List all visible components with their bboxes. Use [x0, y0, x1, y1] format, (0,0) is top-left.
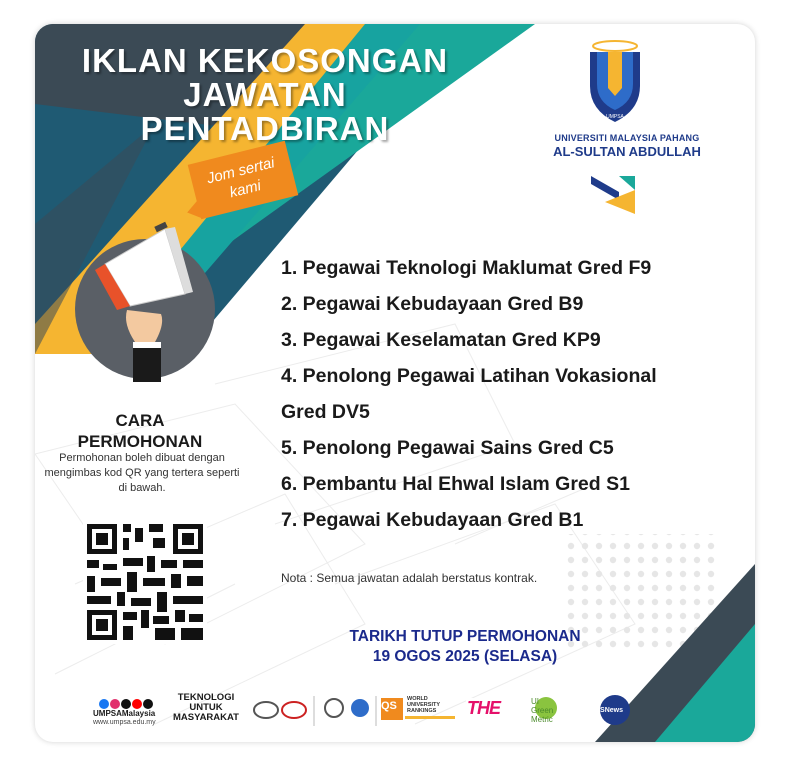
greenmetric-line-1: UI — [531, 697, 539, 706]
contract-note: Nota : Semua jawatan adalah berstatus kontrak. — [281, 571, 538, 585]
university-name-line-1: UNIVERSITI MALAYSIA PAHANG — [554, 133, 700, 143]
svg-text:UMPSA: UMPSA — [606, 114, 624, 120]
job-item: 3. Pegawai Keselamatan Gred KP9 — [281, 329, 601, 351]
qs-text-line-1: WORLD — [407, 696, 428, 702]
job-list — [281, 250, 741, 538]
slogan — [169, 693, 243, 723]
closing-date-label: TARIKH TUTUP PERMOHONAN — [349, 628, 581, 645]
umpsa-shield-icon — [590, 41, 640, 122]
the-rankings-logo: THE — [467, 698, 500, 718]
title-line-1: IKLAN KEKOSONGAN — [81, 42, 449, 79]
qr-code — [83, 520, 207, 644]
x-icon — [121, 699, 131, 709]
facebook-icon — [99, 699, 109, 709]
job-item-continuation: Gred DV5 — [281, 401, 370, 423]
job-item: 1. Pegawai Teknologi Maklumat Gred F9 — [281, 257, 652, 279]
tiktok-icon — [143, 699, 153, 709]
greenmetric-text — [531, 697, 553, 724]
instagram-icon — [110, 699, 120, 709]
qs-rankings-text — [407, 696, 440, 714]
closing-date-value: 19 OGOS 2025 (SELASA) — [372, 648, 558, 665]
social-handle: UMPSAMalaysia — [93, 709, 156, 718]
application-heading-line-2: PERMOHONAN — [77, 432, 203, 451]
qs-text-line-2: UNIVERSITY — [407, 702, 441, 708]
application-heading-line-1: CARA — [115, 411, 165, 430]
slogan-line-3: MASYARAKAT — [173, 712, 239, 723]
slogan-line-2: UNTUK — [189, 702, 223, 713]
usnews-label: USNews — [595, 707, 624, 714]
website-url: www.umpsa.edu.my — [93, 719, 156, 726]
title-line-2: JAWATAN — [183, 76, 347, 113]
university-name-line-2: AL-SULTAN ABDULLAH — [553, 144, 701, 159]
slogan-line-1: TEKNOLOGI — [177, 692, 235, 703]
application-heading — [35, 410, 245, 452]
greenmetric-line-3: Metric — [531, 715, 553, 724]
closing-date — [295, 627, 635, 667]
join-us-badge: Jom sertai kami — [188, 141, 299, 220]
application-instructions: Permohonan boleh dibuat dengan mengimbas kod QR yang tertera seperti di bawah. — [44, 452, 240, 494]
qs-label: QS — [381, 700, 397, 712]
poster — [35, 24, 755, 742]
job-item: 4. Penolong Pegawai Latihan Vokasional — [281, 365, 657, 387]
certification-badges — [254, 696, 376, 726]
poster-title — [55, 44, 475, 146]
job-item: 5. Penolong Pegawai Sains Gred C5 — [281, 437, 614, 459]
job-item: 6. Pembantu Hal Ehwal Islam Gred S1 — [281, 473, 630, 495]
job-item: 7. Pegawai Kebudayaan Gred B1 — [281, 509, 584, 531]
title-line-3: PENTADBIRAN — [140, 110, 390, 147]
youtube-icon — [132, 699, 142, 709]
qs-text-line-3: RANKINGS — [407, 708, 437, 714]
greenmetric-line-2: Green — [531, 706, 554, 715]
umpsa-arrow-mark — [591, 176, 635, 214]
job-item: 2. Pegawai Kebudayaan Gred B9 — [281, 293, 584, 315]
